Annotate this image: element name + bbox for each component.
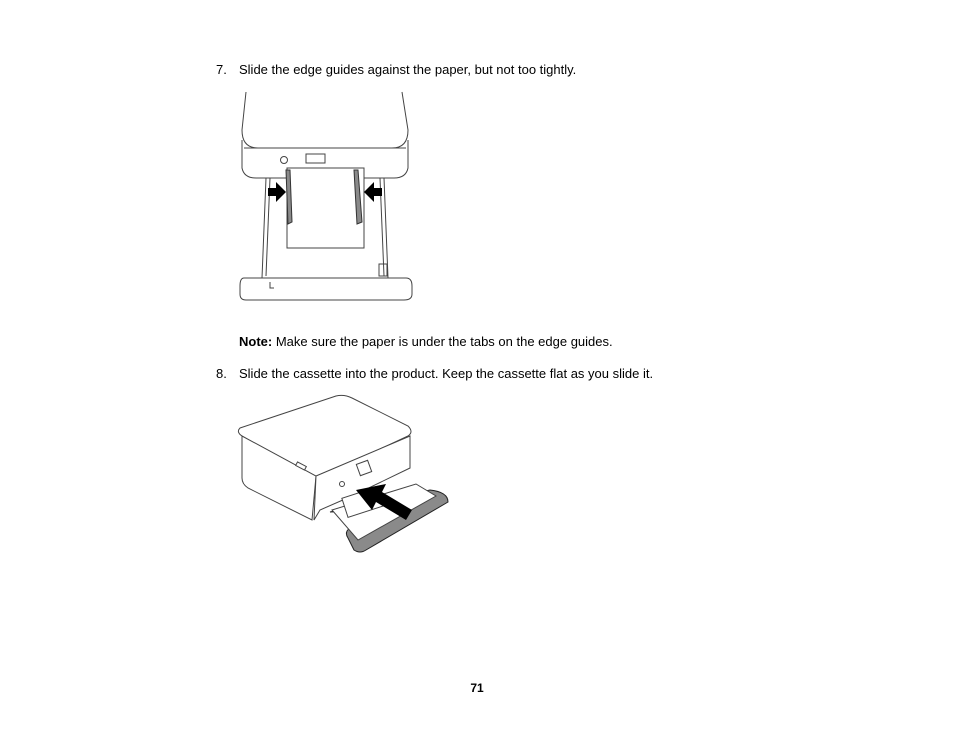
note-text: Make sure the paper is under the tabs on the edge guides.	[272, 334, 613, 349]
step-number: 7.	[216, 62, 227, 77]
insert-cassette-illustration	[236, 392, 452, 558]
step-number: 8.	[216, 366, 227, 381]
edge-guides-illustration	[236, 90, 416, 306]
step-text: Slide the cassette into the product. Keep the cassette flat as you slide it.	[239, 366, 654, 381]
arrow-left-icon	[364, 182, 382, 202]
page-number: 71	[470, 681, 484, 695]
arrow-right-icon	[268, 182, 286, 202]
note	[239, 334, 613, 350]
note-label: Note:	[239, 334, 273, 349]
step-text: Slide the edge guides against the paper, but not too tightly.	[239, 62, 577, 77]
